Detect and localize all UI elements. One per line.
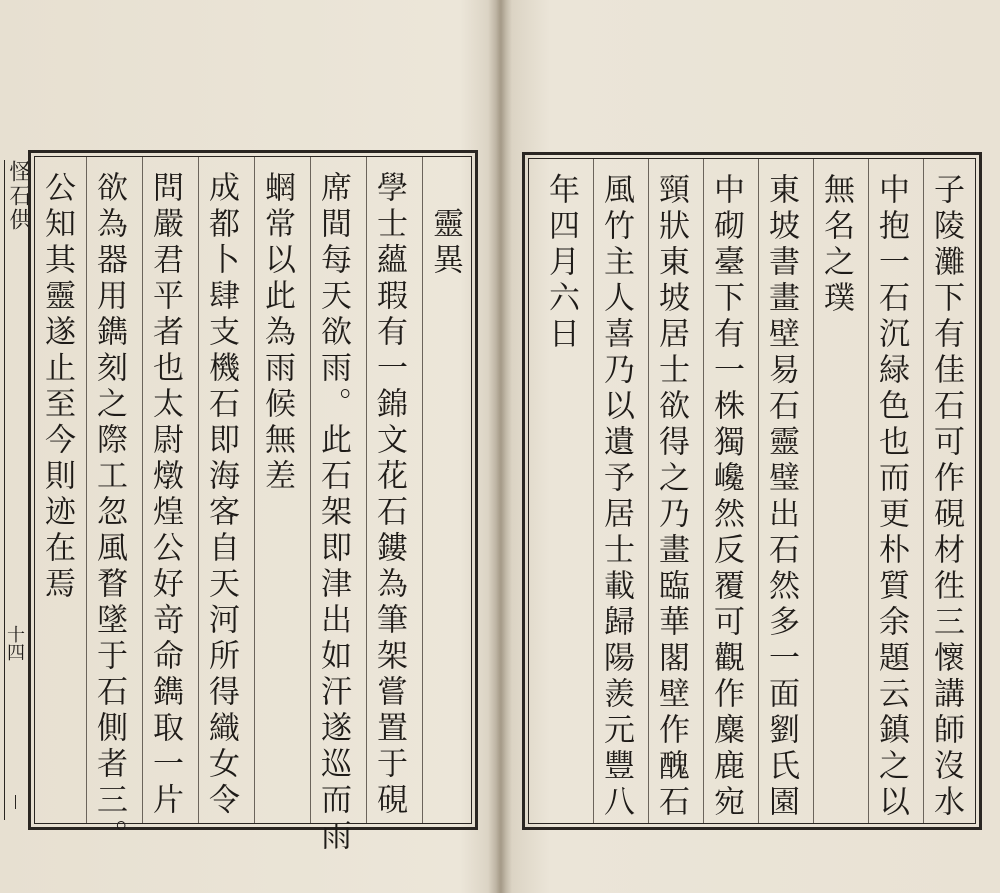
page-margin-strip: [4, 160, 29, 820]
column-rule: [422, 157, 423, 823]
column-rule: [923, 159, 924, 823]
text-column: 東坡書畫壁易石靈璧出石然多一面劉氏園: [763, 173, 799, 821]
text-column: 風竹主人喜乃以遺予居士載歸陽羨元豐八: [598, 173, 634, 821]
text-column: 欲為器用鐫刻之際工忽風瞀墜于石側者三。: [91, 171, 127, 855]
text-column: 頸狀東坡居士欲得之乃畫臨華閣壁作醜石: [653, 173, 689, 821]
section-heading: 靈異: [427, 171, 463, 279]
text-frame-right: [522, 152, 982, 830]
page-margin-strip-right: [982, 152, 1000, 830]
right-page: [502, 0, 1000, 893]
margin-title: 怪石供: [6, 160, 31, 232]
column-rule: [366, 157, 367, 823]
text-column: 子陵灘下有佳石可作硯材徃三懷講師沒水: [928, 173, 964, 821]
column-rule: [813, 159, 814, 823]
text-column: 年四月六日: [543, 173, 579, 353]
fishtail-mark: [15, 795, 16, 809]
column-rule: [198, 157, 199, 823]
column-rule: [703, 159, 704, 823]
text-frame-left: [28, 150, 478, 855]
text-column: 蝄常以此為雨候無差: [259, 171, 295, 495]
column-rule: [142, 157, 143, 823]
text-column: 成都卜肆支機石即海客自天河所得織女令: [203, 171, 239, 819]
column-rule: [310, 157, 311, 823]
text-column: 公知其靈遂止至今則迹在焉: [39, 171, 75, 603]
column-rule: [648, 159, 649, 823]
book-gutter: [488, 0, 512, 893]
text-column: 席間每天欲雨。此石架即津出如汗遂巡而雨: [315, 171, 351, 855]
column-rule: [868, 159, 869, 823]
text-column: 學士蘊瑕有一錦文花石鏤為筆架嘗置于硯: [371, 171, 407, 819]
column-rule: [86, 157, 87, 823]
text-column: 無名之璞: [818, 173, 854, 317]
text-column: 中抱一石沉緑色也而更朴質余題云鎮之以: [873, 173, 909, 821]
column-rule: [758, 159, 759, 823]
text-column: 中砌臺下有一株獨巉然反覆可觀作麋鹿宛: [708, 173, 744, 821]
left-page: [0, 0, 498, 893]
column-rule: [254, 157, 255, 823]
text-column: 問嚴君平者也太尉燉煌公好竒命鐫取一片: [147, 171, 183, 819]
margin-page-number: 十四: [4, 625, 25, 661]
column-rule: [593, 159, 594, 823]
